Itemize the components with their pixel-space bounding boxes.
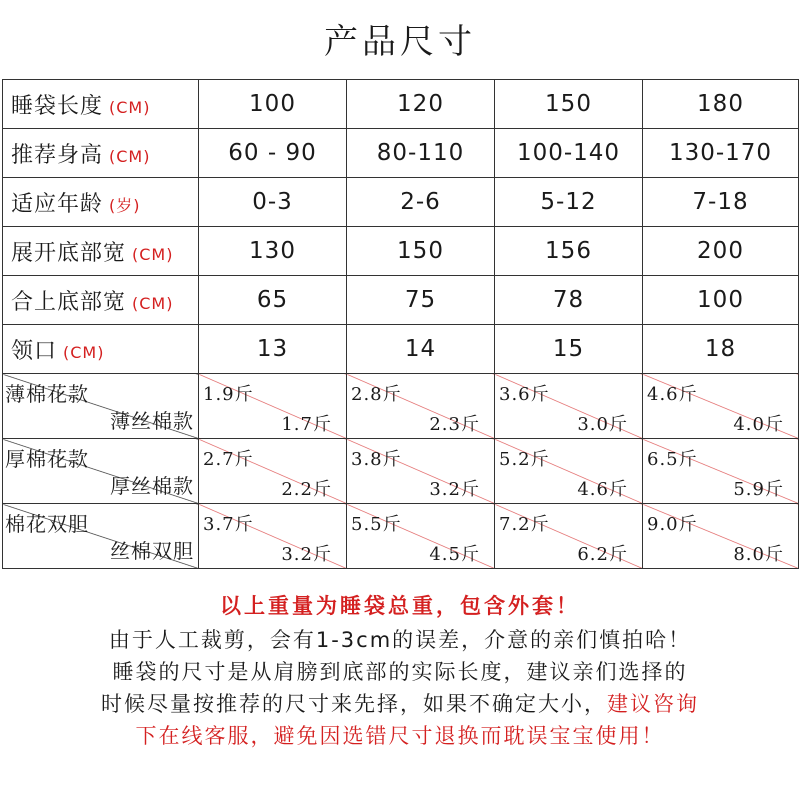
size-cell: 2-6 [347, 178, 495, 227]
row-unit: (CM) [132, 244, 174, 264]
weight-value-top: 7.2斤 [499, 514, 550, 535]
weight-value-top: 3.6斤 [499, 384, 550, 405]
row-label [3, 325, 199, 374]
size-cell: 100 [199, 80, 347, 129]
row-label [3, 129, 199, 178]
weight-value-top: 5.5斤 [351, 514, 402, 535]
weight-label-top: 薄棉花款 [5, 382, 89, 406]
notes [0, 590, 800, 752]
row-unit: (CM) [132, 293, 174, 313]
row-unit: (CM) [63, 342, 105, 362]
note-line-3-highlight: 建议咨询 [607, 692, 699, 716]
size-cell: 18 [643, 325, 799, 374]
size-cell: 150 [347, 227, 495, 276]
row-unit: (CM) [109, 97, 151, 117]
size-cell: 75 [347, 276, 495, 325]
weight-cell [643, 439, 799, 504]
size-cell: 150 [495, 80, 643, 129]
page-title: 产品尺寸 [324, 22, 476, 62]
row-label [3, 178, 199, 227]
row-unit: (CM) [109, 146, 151, 166]
weight-cell [495, 439, 643, 504]
row-label-text: 推荐身高 [11, 142, 104, 168]
weight-value-bottom: 4.0斤 [733, 414, 784, 435]
row-unit: (岁) [109, 195, 141, 215]
size-cell: 180 [643, 80, 799, 129]
weight-value-bottom: 4.6斤 [577, 479, 628, 500]
weight-value-top: 4.6斤 [647, 384, 698, 405]
weight-row [3, 504, 799, 569]
weight-value-top: 1.9斤 [203, 384, 254, 405]
size-row [3, 276, 799, 325]
size-cell: 156 [495, 227, 643, 276]
weight-label-bottom: 厚丝棉款 [110, 474, 194, 498]
size-cell: 100 [643, 276, 799, 325]
size-cell: 60 - 90 [199, 129, 347, 178]
weight-value-bottom: 3.2斤 [281, 544, 332, 565]
row-label-text: 合上底部宽 [11, 289, 127, 315]
size-cell: 78 [495, 276, 643, 325]
weight-value-bottom: 1.7斤 [281, 414, 332, 435]
weight-cell [495, 374, 643, 439]
size-cell: 80-110 [347, 129, 495, 178]
row-label-text: 领口 [11, 338, 58, 364]
row-label [3, 276, 199, 325]
size-cell: 7-18 [643, 178, 799, 227]
weight-value-bottom: 3.0斤 [577, 414, 628, 435]
weight-label-cell [3, 439, 199, 504]
size-cell: 200 [643, 227, 799, 276]
weight-value-top: 3.8斤 [351, 449, 402, 470]
note-line-1: 由于人工裁剪，会有1-3cm的误差，介意的亲们慎拍哈！ [108, 628, 692, 652]
weight-cell [643, 374, 799, 439]
row-label-text: 适应年龄 [11, 191, 104, 217]
weight-cell [347, 374, 495, 439]
size-cell: 5-12 [495, 178, 643, 227]
weight-label-cell [3, 504, 199, 569]
weight-label-cell [3, 374, 199, 439]
size-cell: 13 [199, 325, 347, 374]
note-line-4: 下在线客服，避免因选错尺寸退换而耽误宝宝使用！ [135, 724, 665, 748]
size-row [3, 178, 799, 227]
weight-cell [199, 374, 347, 439]
weight-value-bottom: 5.9斤 [733, 479, 784, 500]
weight-value-top: 9.0斤 [647, 514, 698, 535]
weight-row [3, 439, 799, 504]
weight-row [3, 374, 799, 439]
size-cell: 65 [199, 276, 347, 325]
size-cell: 14 [347, 325, 495, 374]
weight-value-top: 2.7斤 [203, 449, 254, 470]
size-cell: 0-3 [199, 178, 347, 227]
weight-cell [347, 504, 495, 569]
size-cell: 120 [347, 80, 495, 129]
weight-cell [199, 504, 347, 569]
weight-value-bottom: 4.5斤 [429, 544, 480, 565]
weight-value-bottom: 3.2斤 [429, 479, 480, 500]
size-row [3, 325, 799, 374]
weight-label-top: 厚棉花款 [5, 447, 89, 471]
weight-value-top: 5.2斤 [499, 449, 550, 470]
note-line-3-text: 时候尽量按推荐的尺寸来先择，如果不确定大小， [101, 692, 607, 716]
weight-cell [199, 439, 347, 504]
weight-cell [347, 439, 495, 504]
size-row [3, 129, 799, 178]
note-line-2: 睡袋的尺寸是从肩膀到底部的实际长度，建议亲们选择的 [112, 660, 688, 684]
size-row [3, 227, 799, 276]
size-cell: 130 [199, 227, 347, 276]
size-cell: 100-140 [495, 129, 643, 178]
weight-value-top: 6.5斤 [647, 449, 698, 470]
weight-cell [643, 504, 799, 569]
weight-value-bottom: 8.0斤 [733, 544, 784, 565]
weight-value-top: 3.7斤 [203, 514, 254, 535]
row-label [3, 80, 199, 129]
weight-value-bottom: 2.2斤 [281, 479, 332, 500]
row-label-text: 展开底部宽 [11, 240, 127, 266]
size-table [2, 79, 799, 569]
note-line-3 [0, 688, 800, 720]
row-label [3, 227, 199, 276]
weight-value-top: 2.8斤 [351, 384, 402, 405]
weight-label-bottom: 薄丝棉款 [110, 409, 194, 433]
weight-cell [495, 504, 643, 569]
weight-label-bottom: 丝棉双胆 [110, 539, 194, 563]
weight-label-top: 棉花双胆 [5, 512, 89, 536]
weight-value-bottom: 2.3斤 [429, 414, 480, 435]
weight-note: 以上重量为睡袋总重，包含外套！ [220, 594, 580, 618]
size-cell: 130-170 [643, 129, 799, 178]
row-label-text: 睡袋长度 [11, 93, 104, 119]
size-cell: 15 [495, 325, 643, 374]
weight-value-bottom: 6.2斤 [577, 544, 628, 565]
size-row [3, 80, 799, 129]
